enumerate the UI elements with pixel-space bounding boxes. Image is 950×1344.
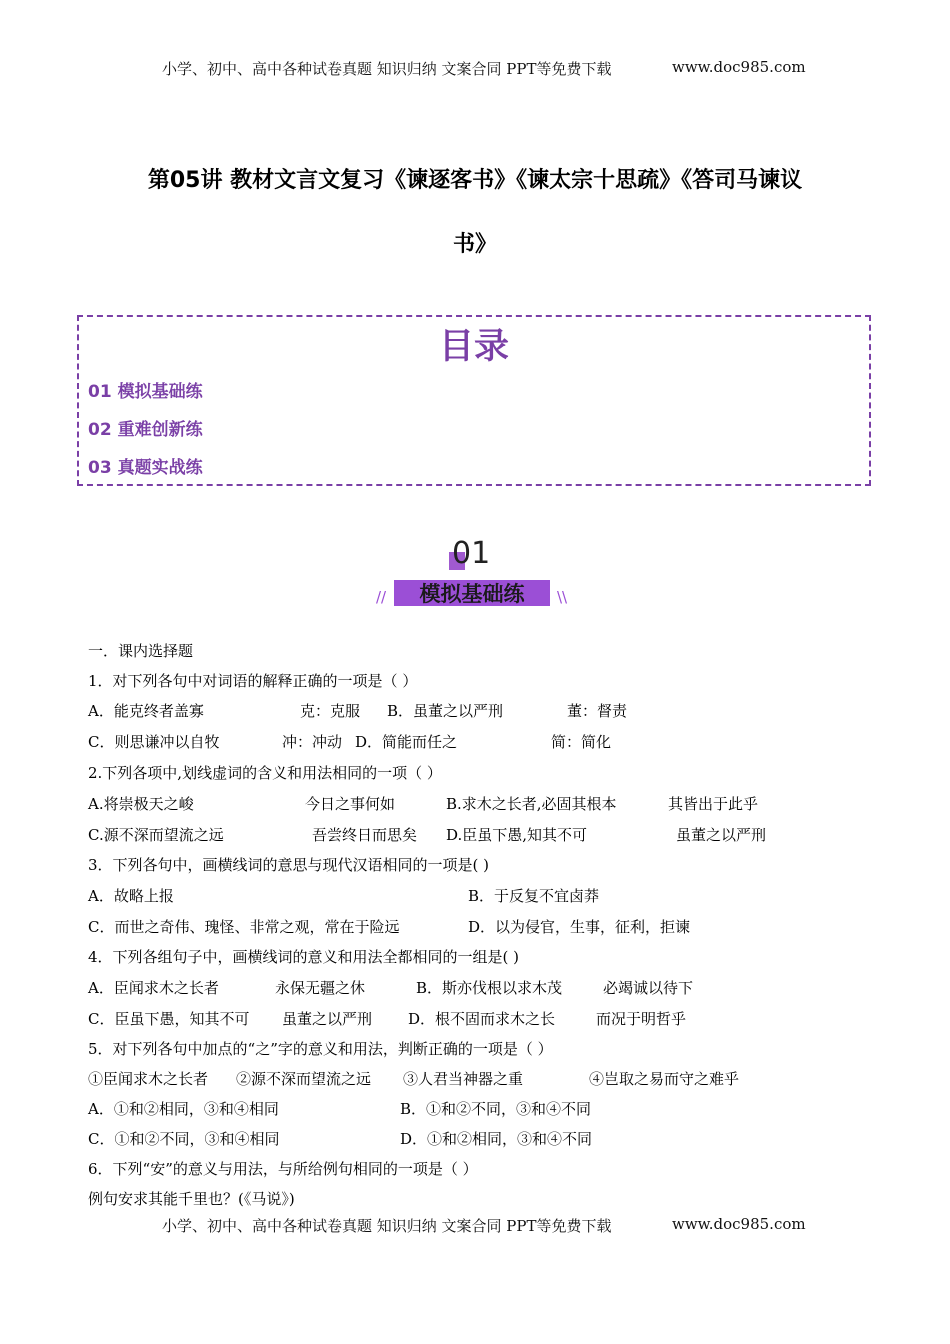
q1-option-c-gloss: 冲：冲动: [282, 733, 343, 751]
q3-option-a: A．故略上报: [88, 887, 174, 905]
q3-option-d: D．以为侵官，生事，征利，拒谏: [468, 918, 691, 936]
page-title-line2: 书》: [452, 232, 497, 257]
q1-option-b: B．虽董之以严刑: [387, 702, 504, 720]
q4-option-c: C．臣虽下愚，知其不可: [88, 1010, 250, 1028]
part-title: 一．课内选择题: [88, 642, 194, 660]
q2-option-a-2: 今日之事何如: [305, 795, 396, 813]
q6-example: 例句安求其能千里也？(《马说》): [88, 1190, 295, 1208]
q2-option-d: D.臣虽下愚,知其不可: [446, 826, 588, 844]
page-footer-url[interactable]: www.doc985.com: [672, 1215, 806, 1233]
page-header-url[interactable]: www.doc985.com: [672, 58, 806, 76]
section-number: 01: [452, 536, 491, 571]
q1-option-c: C．则思谦冲以自牧: [88, 733, 220, 751]
section-label: 模拟基础练: [419, 582, 525, 606]
q1-option-b-gloss: 董：督责: [567, 702, 628, 720]
toc-item-03[interactable]: 03 真题实战练: [88, 458, 203, 478]
page-title-line1: 第05讲 教材文言文复习《谏逐客书》《谏太宗十思疏》《答司马谏议: [147, 168, 803, 193]
q4-option-a: A．臣闻求木之长者: [88, 979, 219, 997]
q2-option-a: A.将崇极天之峻: [88, 795, 194, 813]
question-5: 5．对下列各句中加点的“之”字的意义和用法，判断正确的一项是（ ）: [88, 1040, 553, 1058]
table-of-contents: [77, 315, 871, 486]
question-2: 2.下列各项中,划线虚词的含义和用法相同的一项（ ）: [88, 764, 442, 782]
question-3: 3．下列各句中，画横线词的意思与现代汉语相同的一项是( ): [88, 856, 490, 874]
q5-sentence-3: ③人君当神器之重: [403, 1070, 524, 1088]
section-right-deco: \\: [557, 588, 568, 606]
q1-option-a: A．能克终者盖寡: [88, 702, 204, 720]
q4-option-b-2: 必竭诚以待下: [603, 979, 694, 997]
toc-item-01[interactable]: 01 模拟基础练: [88, 382, 203, 402]
page-header-text: 小学、初中、高中各种试卷真题 知识归纳 文案合同 PPT等免费下载: [162, 60, 612, 78]
question-1: 1．对下列各句中对词语的解释正确的一项是（ ）: [88, 672, 418, 690]
q2-option-c-2: 吾尝终日而思矣: [312, 826, 418, 844]
q1-option-a-gloss: 克：克服: [300, 702, 361, 720]
toc-heading: 目录: [438, 327, 509, 367]
q2-option-b-2: 其皆出于此乎: [668, 795, 759, 813]
question-6: 6．下列“安”的意义与用法，与所给例句相同的一项是（ ）: [88, 1160, 478, 1178]
q4-option-d-2: 而况于明哲乎: [596, 1010, 687, 1028]
q5-option-a: A．①和②相同，③和④相同: [88, 1100, 279, 1118]
q5-sentence-2: ②源不深而望流之远: [236, 1070, 372, 1088]
toc-item-02[interactable]: 02 重难创新练: [88, 420, 203, 440]
q2-option-c: C.源不深而望流之远: [88, 826, 224, 844]
q1-option-d-gloss: 简：简化: [551, 733, 612, 751]
q5-option-b: B．①和②不同，③和④不同: [400, 1100, 592, 1118]
q2-option-b: B.求木之长者,必固其根本: [446, 795, 617, 813]
q5-option-c: C．①和②不同，③和④相同: [88, 1130, 280, 1148]
q5-option-d: D．①和②相同，③和④不同: [400, 1130, 593, 1148]
q3-option-b: B．于反复不宜卤莽: [468, 887, 600, 905]
page-footer-text: 小学、初中、高中各种试卷真题 知识归纳 文案合同 PPT等免费下载: [162, 1217, 612, 1235]
q4-option-c-2: 虽董之以严刑: [282, 1010, 373, 1028]
q4-option-b: B．斯亦伐根以求木茂: [416, 979, 563, 997]
question-4: 4．下列各组句子中，画横线词的意义和用法全都相同的一组是( ): [88, 948, 520, 966]
q3-option-c: C．而世之奇伟、瑰怪、非常之观，常在于险远: [88, 918, 400, 936]
q5-sentence-4: ④岂取之易而守之难乎: [589, 1070, 740, 1088]
q2-option-d-2: 虽董之以严刑: [676, 826, 767, 844]
q1-option-d: D．简能而任之: [355, 733, 458, 751]
q5-sentence-1: ①臣闻求木之长者: [88, 1070, 209, 1088]
q4-option-a-2: 永保无疆之休: [275, 979, 366, 997]
q4-option-d: D．根不固而求木之长: [408, 1010, 556, 1028]
section-left-deco: //: [376, 588, 387, 606]
